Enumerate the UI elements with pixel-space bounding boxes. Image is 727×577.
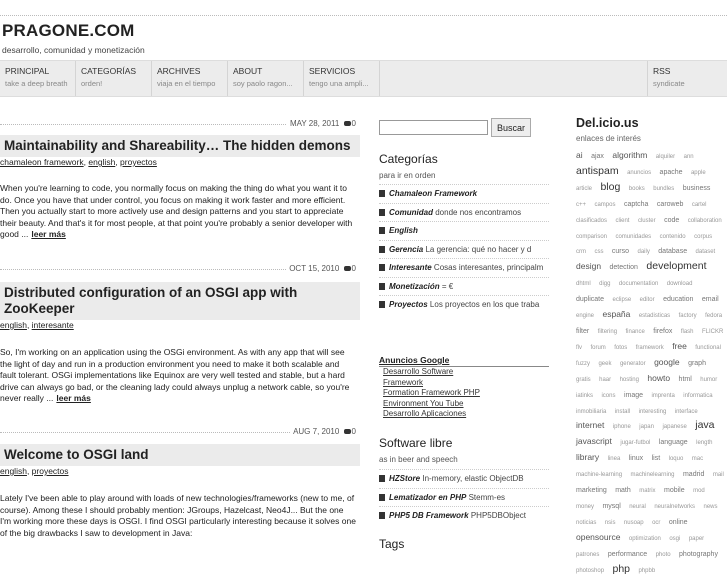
- delicious-tag[interactable]: filter: [576, 327, 590, 335]
- delicious-tag[interactable]: informatica: [683, 392, 713, 399]
- site-title[interactable]: PRAGONE.COM: [2, 21, 135, 40]
- delicious-tag[interactable]: database: [658, 248, 688, 256]
- nav-item-subtitle: viaja en el tiempo: [157, 79, 216, 88]
- delicious-tag[interactable]: corpus: [694, 233, 713, 240]
- delicious-title[interactable]: Del.icio.us: [576, 116, 639, 130]
- comment-count[interactable]: 0: [351, 264, 356, 273]
- delicious-tag[interactable]: email: [701, 296, 719, 304]
- delicious-tag[interactable]: firefox: [653, 327, 673, 335]
- nav-item-title: ARCHIVES: [157, 66, 201, 76]
- delicious-tag[interactable]: bundles: [653, 185, 675, 192]
- post-meta-divider: [0, 119, 356, 128]
- ads-title[interactable]: Anuncios Google: [379, 355, 549, 367]
- delicious-tag[interactable]: españa: [602, 309, 631, 320]
- delicious-tag[interactable]: jugar-futbol: [620, 440, 651, 447]
- post-tags: english, interesante: [0, 320, 74, 330]
- delicious-tag[interactable]: ajax: [591, 153, 604, 160]
- delicious-tag[interactable]: length: [696, 440, 713, 447]
- category-item[interactable]: [379, 203, 549, 222]
- delicious-tag[interactable]: japan: [639, 424, 654, 431]
- nav-item-servicios[interactable]: [304, 61, 380, 96]
- nav-item-subtitle: syndicate: [653, 79, 685, 88]
- post-meta-divider: [0, 264, 356, 273]
- tag-link[interactable]: proyectos: [31, 466, 69, 476]
- tag-link[interactable]: chamaleon framework: [0, 157, 84, 167]
- delicious-tag[interactable]: fedora: [705, 313, 723, 320]
- category-desc: donde nos encontramos: [435, 207, 522, 217]
- delicious-tag[interactable]: library: [576, 452, 600, 463]
- ad-link[interactable]: Formation Framework PHP: [383, 388, 480, 398]
- nav-item-subtitle: tengo una ampli...: [309, 79, 369, 88]
- nav-item-title: CATEGORÍAS: [81, 66, 137, 76]
- delicious-tag[interactable]: filtering: [597, 328, 618, 335]
- delicious-tag[interactable]: free: [672, 340, 687, 351]
- delicious-tag[interactable]: antispam: [576, 164, 619, 177]
- delicious-tag[interactable]: html: [678, 375, 692, 383]
- nav-item-principal[interactable]: [0, 61, 76, 96]
- nav-item-subtitle: orden!: [81, 79, 103, 88]
- delicious-tag[interactable]: gratis: [576, 376, 591, 383]
- read-more-link[interactable]: leer más: [31, 229, 66, 240]
- category-desc: Cosas interesantes, principalm: [433, 263, 544, 272]
- delicious-tag[interactable]: flash: [680, 328, 694, 335]
- delicious-tag[interactable]: functional: [695, 344, 721, 351]
- post-meta: [290, 427, 356, 436]
- main-nav: [0, 60, 727, 97]
- software-subheading: as in beer and speech: [379, 455, 458, 464]
- delicious-tag[interactable]: photo: [655, 551, 671, 558]
- delicious-tag[interactable]: curso: [611, 248, 630, 256]
- delicious-tag[interactable]: forum: [590, 344, 606, 351]
- delicious-tag[interactable]: nusoap: [623, 519, 644, 526]
- category-item[interactable]: [379, 258, 549, 277]
- delicious-tag[interactable]: loquo: [668, 456, 684, 463]
- delicious-tag[interactable]: mod: [693, 488, 705, 495]
- category-item[interactable]: [379, 240, 549, 259]
- post-title[interactable]: Maintainability and Shareability… The hidden demons: [0, 135, 360, 157]
- delicious-tag[interactable]: linea: [607, 456, 621, 463]
- delicious-tag[interactable]: javascript: [576, 436, 612, 447]
- post-meta: [287, 119, 356, 128]
- software-name: PHP5 DB Framework: [389, 511, 469, 520]
- nav-item-subtitle: take a deep breath: [5, 79, 68, 88]
- delicious-tag[interactable]: article: [576, 185, 593, 192]
- delicious-tag[interactable]: money: [576, 503, 595, 510]
- delicious-tag[interactable]: photography: [679, 550, 718, 558]
- software-list: [379, 469, 549, 525]
- category-list: [379, 184, 549, 314]
- delicious-tag[interactable]: neuralnetworks: [654, 503, 696, 510]
- delicious-tag[interactable]: apple: [690, 169, 706, 176]
- category-item[interactable]: [379, 295, 549, 314]
- document-icon: [379, 512, 385, 519]
- delicious-tag[interactable]: contenido: [659, 233, 686, 240]
- delicious-tag[interactable]: neural: [629, 503, 646, 510]
- search-input[interactable]: [379, 120, 488, 135]
- delicious-tag[interactable]: madrid: [682, 471, 705, 479]
- delicious-tag[interactable]: haar: [599, 376, 612, 383]
- delicious-tag[interactable]: duplicate: [576, 296, 605, 304]
- delicious-tag[interactable]: blog: [600, 180, 621, 193]
- delicious-tag[interactable]: graph: [688, 359, 706, 367]
- delicious-tag[interactable]: engine: [576, 313, 595, 320]
- comment-icon: [344, 266, 351, 271]
- category-item[interactable]: [379, 277, 549, 296]
- ad-link[interactable]: Desarrollo Software: [383, 367, 454, 376]
- category-name: English: [389, 226, 418, 235]
- read-more-link[interactable]: leer más: [56, 393, 91, 404]
- delicious-tag[interactable]: nsis: [604, 519, 616, 526]
- delicious-tag[interactable]: language: [658, 439, 688, 447]
- delicious-tag[interactable]: list: [651, 455, 661, 463]
- delicious-tag[interactable]: captcha: [623, 200, 649, 208]
- delicious-tag[interactable]: inmobiliaria: [576, 408, 607, 415]
- delicious-tag[interactable]: FLICKR: [701, 328, 724, 335]
- delicious-tag[interactable]: digg: [599, 281, 611, 288]
- software-desc: In-memory, elastic ObjectDB: [422, 474, 524, 483]
- document-icon: [379, 246, 385, 253]
- delicious-tag[interactable]: css: [594, 249, 604, 256]
- post-excerpt-text: Lately I've been able to play around with loads of new technologies/frameworks (new to me, of course). Among these I should probably mention: JGroups, Hazelcast, Neo4J... But the one I'm working more these days is OSGI. I find OSGI particularly interesting because it solves one of the big drawbacks I saw to development in Java:: [0, 493, 356, 538]
- software-desc: PHP5DBObject: [470, 511, 526, 520]
- post-date: OCT 15, 2010: [289, 264, 340, 273]
- delicious-tag[interactable]: design: [576, 261, 602, 272]
- delicious-tag[interactable]: geek: [598, 360, 612, 367]
- delicious-tag[interactable]: java: [695, 419, 715, 432]
- delicious-tag[interactable]: eclipse: [612, 297, 632, 304]
- delicious-tag[interactable]: machine-learning: [576, 472, 623, 479]
- nav-item-archives[interactable]: [152, 61, 228, 96]
- delicious-tag[interactable]: comparison: [576, 233, 608, 240]
- tag-link[interactable]: interesante: [31, 320, 74, 330]
- category-name: Chamaleon Framework: [389, 189, 478, 198]
- delicious-tag[interactable]: ocr: [652, 519, 661, 526]
- search-button[interactable]: Buscar: [491, 118, 531, 137]
- software-item[interactable]: [379, 506, 549, 525]
- nav-item-title: ABOUT: [233, 66, 263, 76]
- delicious-tag[interactable]: dhtml: [576, 281, 591, 288]
- post-excerpt: [0, 347, 356, 405]
- post-meta: [286, 264, 356, 273]
- comment-icon: [344, 429, 351, 434]
- tag-link[interactable]: english: [0, 320, 27, 330]
- delicious-tag[interactable]: ann: [683, 154, 694, 160]
- delicious-tag[interactable]: alquiler: [655, 154, 676, 160]
- post-tags: chamaleon framework, english, proyectos: [0, 157, 157, 167]
- delicious-tag[interactable]: interface: [674, 408, 698, 415]
- software-name: HZStore: [389, 474, 421, 483]
- delicious-tag[interactable]: google: [654, 356, 680, 367]
- delicious-tag[interactable]: ai: [576, 150, 583, 160]
- comment-icon: [344, 121, 351, 126]
- delicious-tag[interactable]: algorithm: [612, 150, 648, 160]
- document-icon: [379, 190, 385, 197]
- delicious-tag[interactable]: machinelearning: [630, 472, 675, 479]
- software-name: Lematizador en PHP: [389, 492, 467, 502]
- delicious-tag[interactable]: linux: [628, 455, 644, 463]
- delicious-tag[interactable]: phpbb: [638, 567, 656, 574]
- comment-count[interactable]: 0: [351, 427, 356, 436]
- delicious-tag-cloud: [576, 148, 727, 575]
- post-excerpt: [0, 493, 356, 539]
- delicious-tag[interactable]: iatinks: [576, 392, 594, 399]
- top-divider: [0, 15, 727, 16]
- categories-heading: Categorías: [379, 152, 438, 166]
- delicious-tag[interactable]: fuzzy: [576, 360, 591, 367]
- category-name: Monetización: [389, 281, 440, 291]
- delicious-tag[interactable]: mail: [712, 472, 724, 479]
- delicious-tag[interactable]: daily: [637, 249, 650, 256]
- category-name: Gerencia: [389, 244, 424, 254]
- delicious-tag[interactable]: finance: [625, 328, 645, 335]
- delicious-tag[interactable]: osgi: [669, 535, 681, 542]
- delicious-tag[interactable]: crm: [576, 249, 586, 256]
- nav-item-title: SERVICIOS: [309, 66, 356, 76]
- ad-link[interactable]: Framework: [383, 377, 424, 387]
- delicious-tag[interactable]: dataset: [695, 249, 716, 256]
- delicious-tag[interactable]: framework: [635, 344, 664, 351]
- document-icon: [379, 227, 385, 234]
- post-title[interactable]: Distributed configuration of an OSGI app with ZooKeeper: [0, 282, 360, 320]
- delicious-tag[interactable]: photoshop: [576, 567, 605, 574]
- categories-subheading: para ir en orden: [379, 171, 436, 180]
- category-item[interactable]: [379, 184, 549, 203]
- delicious-tag[interactable]: mobile: [664, 487, 685, 495]
- software-heading: Software libre: [379, 436, 453, 450]
- delicious-tag[interactable]: c++: [576, 201, 587, 208]
- delicious-tag[interactable]: performance: [607, 550, 648, 558]
- delicious-tag[interactable]: howto: [647, 372, 671, 383]
- delicious-tag[interactable]: factory: [678, 313, 697, 320]
- delicious-tag[interactable]: online: [668, 518, 688, 526]
- delicious-tag[interactable]: matrix: [639, 488, 656, 495]
- delicious-tag[interactable]: caroweb: [656, 200, 684, 208]
- delicious-tag[interactable]: comunidades: [615, 233, 652, 240]
- delicious-tag[interactable]: code: [664, 216, 680, 224]
- document-icon: [379, 475, 385, 482]
- delicious-tag[interactable]: hosting: [619, 376, 639, 383]
- delicious-tag[interactable]: noticias: [576, 519, 597, 526]
- delicious-tag[interactable]: php: [612, 562, 631, 575]
- post-excerpt-text: When you're learning to code, you normally focus on making the thing do what you want it to do. Once you have that under control, you focus on making it work faster and more efficient. Then you actually start to more actively use and design patterns and you start to appreciate their beauty. And that's it for most people, at that point you're probably a senior developer with good ...: [0, 183, 353, 240]
- delicious-tag[interactable]: humor: [700, 376, 718, 383]
- delicious-tag[interactable]: generator: [619, 360, 646, 367]
- software-desc: Stemm-es: [468, 492, 506, 502]
- delicious-tag[interactable]: mysql: [602, 502, 621, 510]
- delicious-tag[interactable]: math: [615, 487, 631, 495]
- delicious-tag[interactable]: image: [623, 391, 644, 399]
- delicious-tag[interactable]: anuncios: [627, 169, 652, 176]
- ad-link[interactable]: Environment You Tube: [383, 398, 464, 408]
- delicious-tag[interactable]: editor: [639, 297, 655, 304]
- delicious-tag[interactable]: iphone: [612, 424, 631, 431]
- delicious-tag[interactable]: mac: [691, 456, 704, 463]
- document-icon: [379, 283, 385, 290]
- document-icon: [379, 209, 385, 216]
- delicious-tag[interactable]: flv: [576, 344, 582, 351]
- delicious-tag[interactable]: estadisticas: [638, 313, 671, 320]
- category-desc: Los proyectos en los que traba: [429, 300, 540, 309]
- software-item[interactable]: [379, 488, 549, 507]
- delicious-tag[interactable]: development: [646, 260, 707, 273]
- site-description: desarrollo, comunidad y monetización: [2, 45, 145, 55]
- post-title[interactable]: Welcome to OSGI land: [0, 444, 360, 466]
- delicious-tag[interactable]: collaboration: [687, 217, 722, 224]
- post-date: AUG 7, 2010: [293, 427, 340, 436]
- delicious-tag[interactable]: opensource: [576, 531, 621, 542]
- delicious-tag[interactable]: campos: [594, 201, 616, 208]
- nav-item-subtitle: soy paolo ragon...: [233, 79, 293, 88]
- delicious-tag[interactable]: japanese: [662, 424, 687, 431]
- nav-item-title: RSS: [653, 66, 671, 76]
- delicious-tag[interactable]: patrones: [576, 551, 600, 558]
- delicious-tag[interactable]: clasificados: [576, 217, 608, 224]
- tag-link[interactable]: proyectos: [120, 157, 157, 167]
- delicious-tag[interactable]: icons: [601, 392, 616, 399]
- nav-item-title: PRINCIPAL: [5, 66, 50, 76]
- post-excerpt-text: So, I'm working on an application using the OSGi environment. As with any app that will see the light of day and run in a production environment you need to make it both scalable and fault tolerant. OSGi implementations like Equinox are very well tested and stable, but a hard drive can always go bad, or the cleaning lady could always unplug a network cable, so you're never really ...: [0, 347, 350, 404]
- tag-link[interactable]: english: [0, 466, 27, 476]
- delicious-tag[interactable]: documentation: [618, 281, 659, 288]
- delicious-tag[interactable]: news: [703, 503, 718, 510]
- document-icon: [379, 264, 385, 271]
- software-item[interactable]: [379, 469, 549, 488]
- post-tags: english, proyectos: [0, 466, 69, 476]
- delicious-tag[interactable]: imprenta: [651, 392, 675, 399]
- delicious-tag[interactable]: business: [682, 184, 711, 192]
- ad-link[interactable]: Desarrollo Aplicaciones: [383, 409, 467, 419]
- category-name: Interesante: [389, 263, 432, 272]
- delicious-tag[interactable]: marketing: [576, 487, 607, 495]
- delicious-tag[interactable]: cartel: [691, 201, 707, 208]
- delicious-tag[interactable]: interesting: [638, 408, 667, 415]
- document-icon: [379, 494, 385, 501]
- delicious-tag[interactable]: internet: [576, 420, 605, 431]
- delicious-tag[interactable]: client: [615, 217, 630, 224]
- nav-item-rss[interactable]: [647, 61, 727, 96]
- tag-link[interactable]: english: [88, 157, 116, 167]
- delicious-tag[interactable]: detection: [609, 264, 638, 272]
- delicious-tag[interactable]: optimization: [628, 535, 661, 542]
- delicious-tag[interactable]: books: [628, 185, 645, 192]
- category-name: Proyectos: [389, 300, 428, 309]
- nav-item-about[interactable]: [228, 61, 304, 96]
- delicious-tag[interactable]: apache: [659, 168, 683, 176]
- delicious-tag[interactable]: cluster: [637, 217, 656, 224]
- category-desc: La gerencia: qué no hacer y d: [425, 244, 532, 254]
- delicious-tag[interactable]: paper: [688, 535, 705, 542]
- comment-count[interactable]: 0: [351, 119, 356, 128]
- google-ads-block: [379, 355, 549, 420]
- tags-heading: Tags: [379, 537, 405, 551]
- delicious-tag[interactable]: education: [663, 296, 694, 304]
- post-meta-divider: [0, 427, 356, 436]
- document-icon: [379, 301, 385, 308]
- delicious-tag[interactable]: fotos: [614, 344, 628, 351]
- category-desc: = €: [441, 281, 454, 291]
- delicious-subtitle: enlaces de interés: [576, 134, 641, 143]
- delicious-tag[interactable]: download: [666, 281, 693, 288]
- post-excerpt: [0, 183, 356, 241]
- delicious-tag[interactable]: install: [614, 408, 631, 415]
- nav-item-categorias[interactable]: [76, 61, 152, 96]
- post-date: MAY 28, 2011: [289, 119, 340, 128]
- category-item[interactable]: [379, 221, 549, 240]
- category-name: Comunidad: [389, 207, 433, 217]
